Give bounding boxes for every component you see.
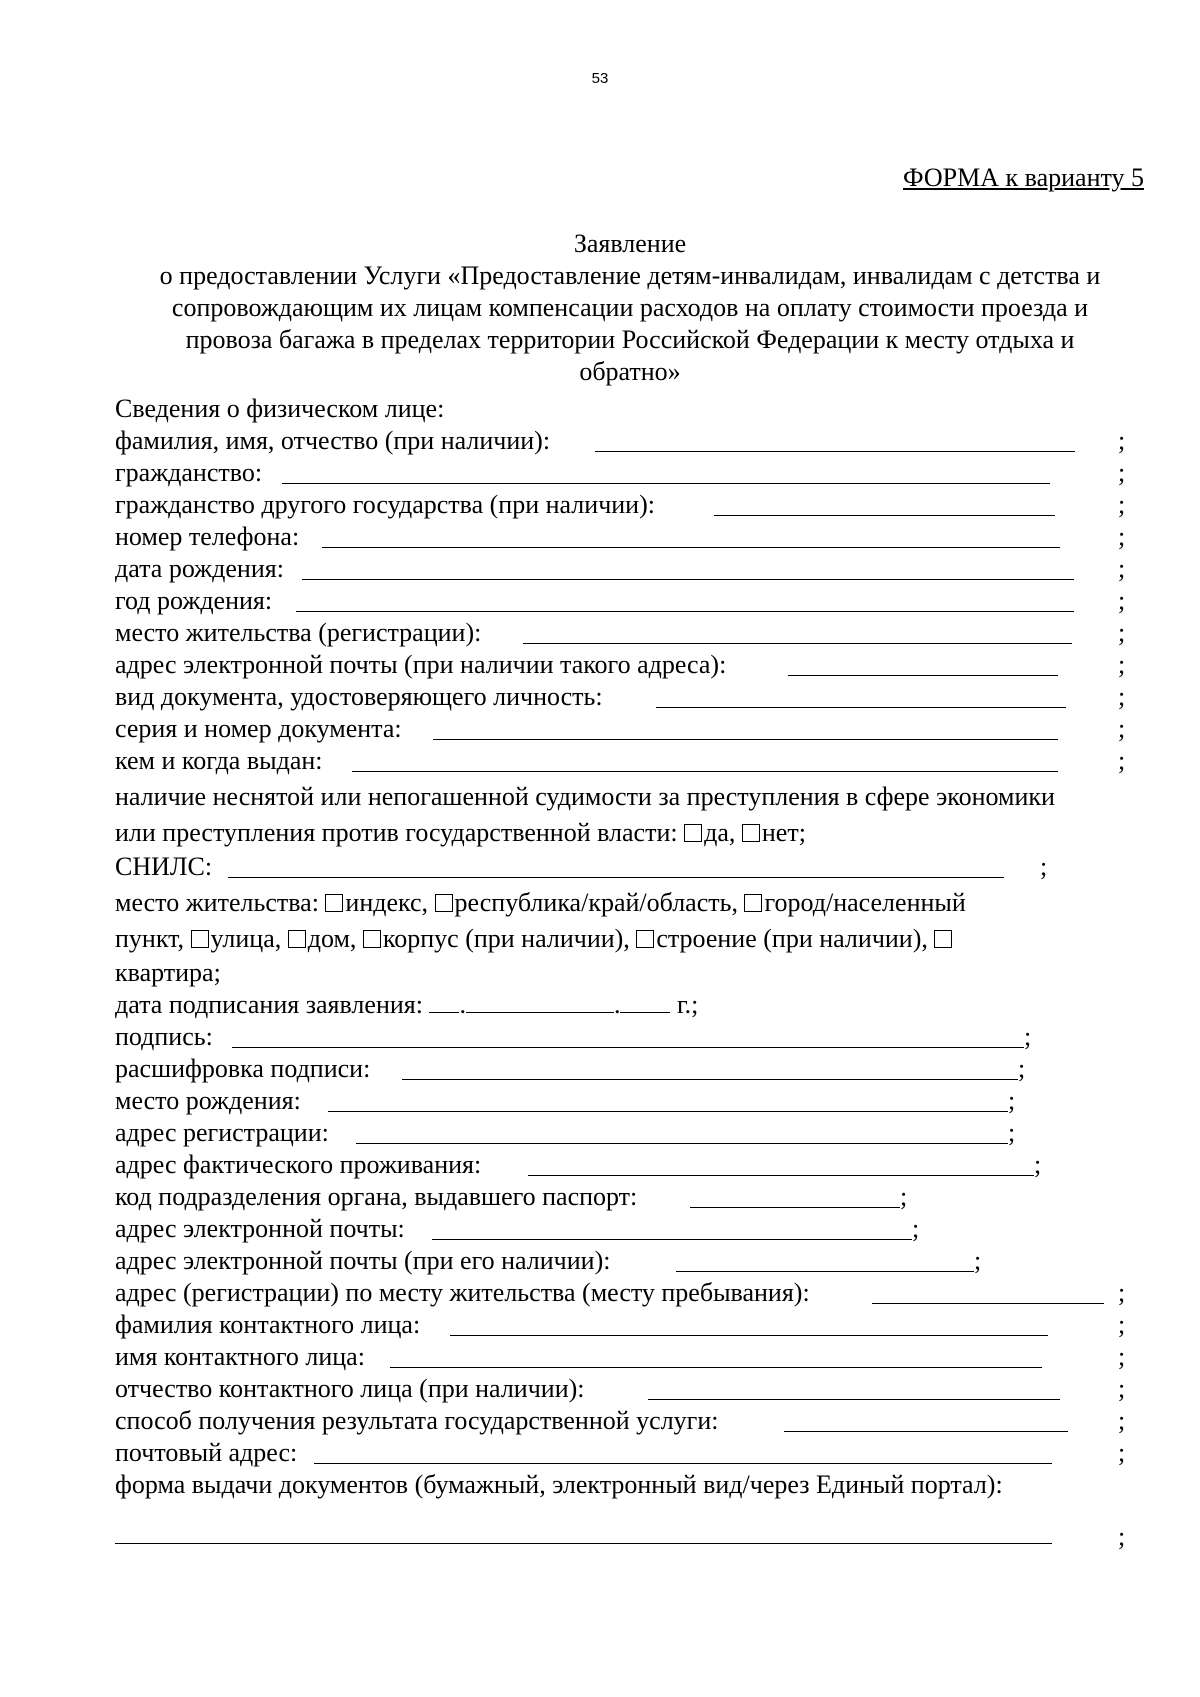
city-label: город/населенный bbox=[764, 888, 966, 917]
citizenship-label: гражданство: bbox=[115, 458, 263, 487]
semicolon: ; bbox=[1118, 746, 1126, 775]
semicolon: ; bbox=[1034, 1150, 1042, 1179]
result-method-label: способ получения результата государственной услуги: bbox=[115, 1406, 719, 1435]
fio-field[interactable] bbox=[595, 451, 1075, 452]
city-checkbox[interactable] bbox=[744, 894, 762, 912]
semicolon: ; bbox=[1118, 426, 1126, 455]
contact-patronymic-field[interactable] bbox=[648, 1399, 1060, 1400]
form-caption: ФОРМА к варианту 5 bbox=[903, 163, 1144, 192]
semicolon: ; bbox=[1018, 1054, 1026, 1083]
id-doc-type-label: вид документа, удостоверяющего личность: bbox=[115, 682, 603, 711]
contact-surname-field[interactable] bbox=[450, 1335, 1048, 1336]
doc-series-number-field[interactable] bbox=[433, 739, 1058, 740]
birth-place-field[interactable] bbox=[328, 1111, 1008, 1112]
year-suffix: г.; bbox=[676, 990, 699, 1019]
citizenship-field[interactable] bbox=[282, 483, 1050, 484]
phone-field[interactable] bbox=[322, 547, 1060, 548]
semicolon: ; bbox=[1118, 618, 1126, 647]
actual-address-label: адрес фактического проживания: bbox=[115, 1150, 482, 1179]
residence-label: место жительства (регистрации): bbox=[115, 618, 482, 647]
street-checkbox[interactable] bbox=[191, 930, 209, 948]
region-checkbox[interactable] bbox=[435, 894, 453, 912]
semicolon: ; bbox=[1118, 554, 1126, 583]
semicolon: ; bbox=[1118, 1342, 1126, 1371]
semicolon: ; bbox=[912, 1214, 920, 1243]
postal-address-label: почтовый адрес: bbox=[115, 1438, 298, 1467]
street-label: улица, bbox=[210, 924, 282, 953]
sign-month-field[interactable] bbox=[466, 990, 614, 1013]
contact-surname-label: фамилия контактного лица: bbox=[115, 1310, 421, 1339]
issued-by-field[interactable] bbox=[352, 771, 1058, 772]
birth-date-label: дата рождения: bbox=[115, 554, 284, 583]
other-citizenship-field[interactable] bbox=[714, 515, 1055, 516]
semicolon: ; bbox=[1118, 1406, 1126, 1435]
contact-name-field[interactable] bbox=[390, 1367, 1042, 1368]
fio-label: фамилия, имя, отчество (при наличии): bbox=[115, 426, 551, 455]
email-if-any-field[interactable] bbox=[676, 1271, 974, 1272]
actual-address-field[interactable] bbox=[528, 1175, 1034, 1176]
semicolon: ; bbox=[1118, 1278, 1126, 1307]
email-field[interactable] bbox=[432, 1239, 912, 1240]
snils-label: СНИЛС: bbox=[115, 852, 213, 881]
semicolon: ; bbox=[1118, 650, 1126, 679]
result-method-field[interactable] bbox=[784, 1431, 1068, 1432]
contact-name-label: имя контактного лица: bbox=[115, 1342, 365, 1371]
semicolon: ; bbox=[1008, 1118, 1016, 1147]
semicolon: ; bbox=[1118, 522, 1126, 551]
division-code-label: код подразделения органа, выдавшего паспорт: bbox=[115, 1182, 638, 1211]
signature-field[interactable] bbox=[232, 1047, 1024, 1048]
semicolon: ; bbox=[1118, 490, 1126, 519]
sign-date-line: дата подписания заявления: . . г.; bbox=[115, 990, 699, 1019]
yes-checkbox[interactable] bbox=[684, 824, 702, 842]
index-label: индекс, bbox=[345, 888, 429, 917]
sign-year-field[interactable] bbox=[620, 990, 670, 1013]
id-doc-type-field[interactable] bbox=[656, 707, 1066, 708]
signature-decoding-field[interactable] bbox=[402, 1079, 1018, 1080]
semicolon: ; bbox=[1040, 852, 1048, 881]
title-line-4: обратно» bbox=[579, 357, 681, 386]
title-line-3: провоза багажа в пределах территории Российской Федерации к месту отдыха и bbox=[185, 325, 1075, 354]
semicolon: ; bbox=[1118, 458, 1126, 487]
semicolon: ; bbox=[1118, 682, 1126, 711]
point-label: пункт, bbox=[115, 924, 185, 953]
section-label: Сведения о физическом лице: bbox=[115, 394, 445, 423]
reg-by-residence-field[interactable] bbox=[872, 1303, 1104, 1304]
no-checkbox[interactable] bbox=[742, 824, 760, 842]
building-checkbox[interactable] bbox=[636, 930, 654, 948]
flat-checkbox[interactable] bbox=[934, 930, 952, 948]
email-opt-label: адрес электронной почты (при наличии такого адреса): bbox=[115, 650, 727, 679]
birth-year-field[interactable] bbox=[296, 611, 1074, 612]
corpus-label: корпус (при наличии), bbox=[382, 924, 630, 953]
reg-address-field[interactable] bbox=[356, 1143, 1008, 1144]
birth-place-label: место рождения: bbox=[115, 1086, 301, 1115]
postal-address-field[interactable] bbox=[314, 1463, 1052, 1464]
title-line-1: о предоставлении Услуги «Предоставление детям-инвалидам, инвалидам с детства и bbox=[159, 261, 1101, 290]
house-checkbox[interactable] bbox=[288, 930, 306, 948]
corpus-checkbox[interactable] bbox=[363, 930, 381, 948]
semicolon: ; bbox=[1118, 1438, 1126, 1467]
index-checkbox[interactable] bbox=[325, 894, 343, 912]
sign-day-field[interactable] bbox=[429, 990, 459, 1013]
flat-label: квартира; bbox=[115, 958, 221, 987]
semicolon: ; bbox=[1118, 586, 1126, 615]
semicolon: ; bbox=[1118, 1310, 1126, 1339]
other-citizenship-label: гражданство другого государства (при наличии): bbox=[115, 490, 655, 519]
page-number: 53 bbox=[591, 70, 609, 87]
region-label: республика/край/область, bbox=[454, 888, 738, 917]
snils-field[interactable] bbox=[228, 877, 1004, 878]
conviction-line-2 bbox=[115, 817, 806, 849]
residence-field[interactable] bbox=[523, 643, 1072, 644]
contact-patronymic-label: отчество контактного лица (при наличии): bbox=[115, 1374, 585, 1403]
semicolon: ; bbox=[1118, 1374, 1126, 1403]
document-title bbox=[105, 228, 1155, 388]
residence2-line-2 bbox=[115, 923, 954, 955]
semicolon: ; bbox=[1024, 1022, 1032, 1051]
birth-date-field[interactable] bbox=[302, 579, 1074, 580]
building-label: строение (при наличии), bbox=[656, 924, 928, 953]
phone-label: номер телефона: bbox=[115, 522, 300, 551]
title-line-2: сопровождающим их лицам компенсации расходов на оплату стоимости проезда и bbox=[171, 293, 1089, 322]
house-label: дом, bbox=[307, 924, 357, 953]
sign-date-label: дата подписания заявления: bbox=[115, 990, 423, 1019]
issued-by-label: кем и когда выдан: bbox=[115, 746, 323, 775]
title-heading: Заявление bbox=[573, 229, 687, 258]
email-label: адрес электронной почты: bbox=[115, 1214, 405, 1243]
conviction-label: или преступления против государственной власти: bbox=[115, 818, 678, 847]
division-code-field[interactable] bbox=[690, 1207, 900, 1208]
semicolon: ; bbox=[1118, 1522, 1126, 1551]
reg-by-residence-label: адрес (регистрации) по месту жительства (месту пребывания): bbox=[115, 1278, 810, 1307]
email-if-any-label: адрес электронной почты (при его наличии): bbox=[115, 1246, 611, 1275]
semicolon: ; bbox=[900, 1182, 908, 1211]
semicolon: ; bbox=[974, 1246, 982, 1275]
email-opt-field[interactable] bbox=[788, 675, 1058, 676]
issue-form-field[interactable] bbox=[115, 1543, 1052, 1544]
yes-label: да, bbox=[704, 818, 736, 847]
residence2-line-1 bbox=[115, 887, 966, 919]
semicolon: ; bbox=[1008, 1086, 1016, 1115]
conviction-line-1: наличие неснятой или непогашенной судимости за преступления в сфере экономики bbox=[115, 782, 1055, 811]
no-label: нет; bbox=[761, 818, 806, 847]
residence2-label: место жительства: bbox=[115, 888, 319, 917]
issue-form-label: форма выдачи документов (бумажный, электронный вид/через Единый портал): bbox=[115, 1470, 1003, 1499]
birth-year-label: год рождения: bbox=[115, 586, 273, 615]
semicolon: ; bbox=[1118, 714, 1126, 743]
reg-address-label: адрес регистрации: bbox=[115, 1118, 329, 1147]
signature-label: подпись: bbox=[115, 1022, 213, 1051]
doc-series-number-label: серия и номер документа: bbox=[115, 714, 402, 743]
signature-decoding-label: расшифровка подписи: bbox=[115, 1054, 371, 1083]
